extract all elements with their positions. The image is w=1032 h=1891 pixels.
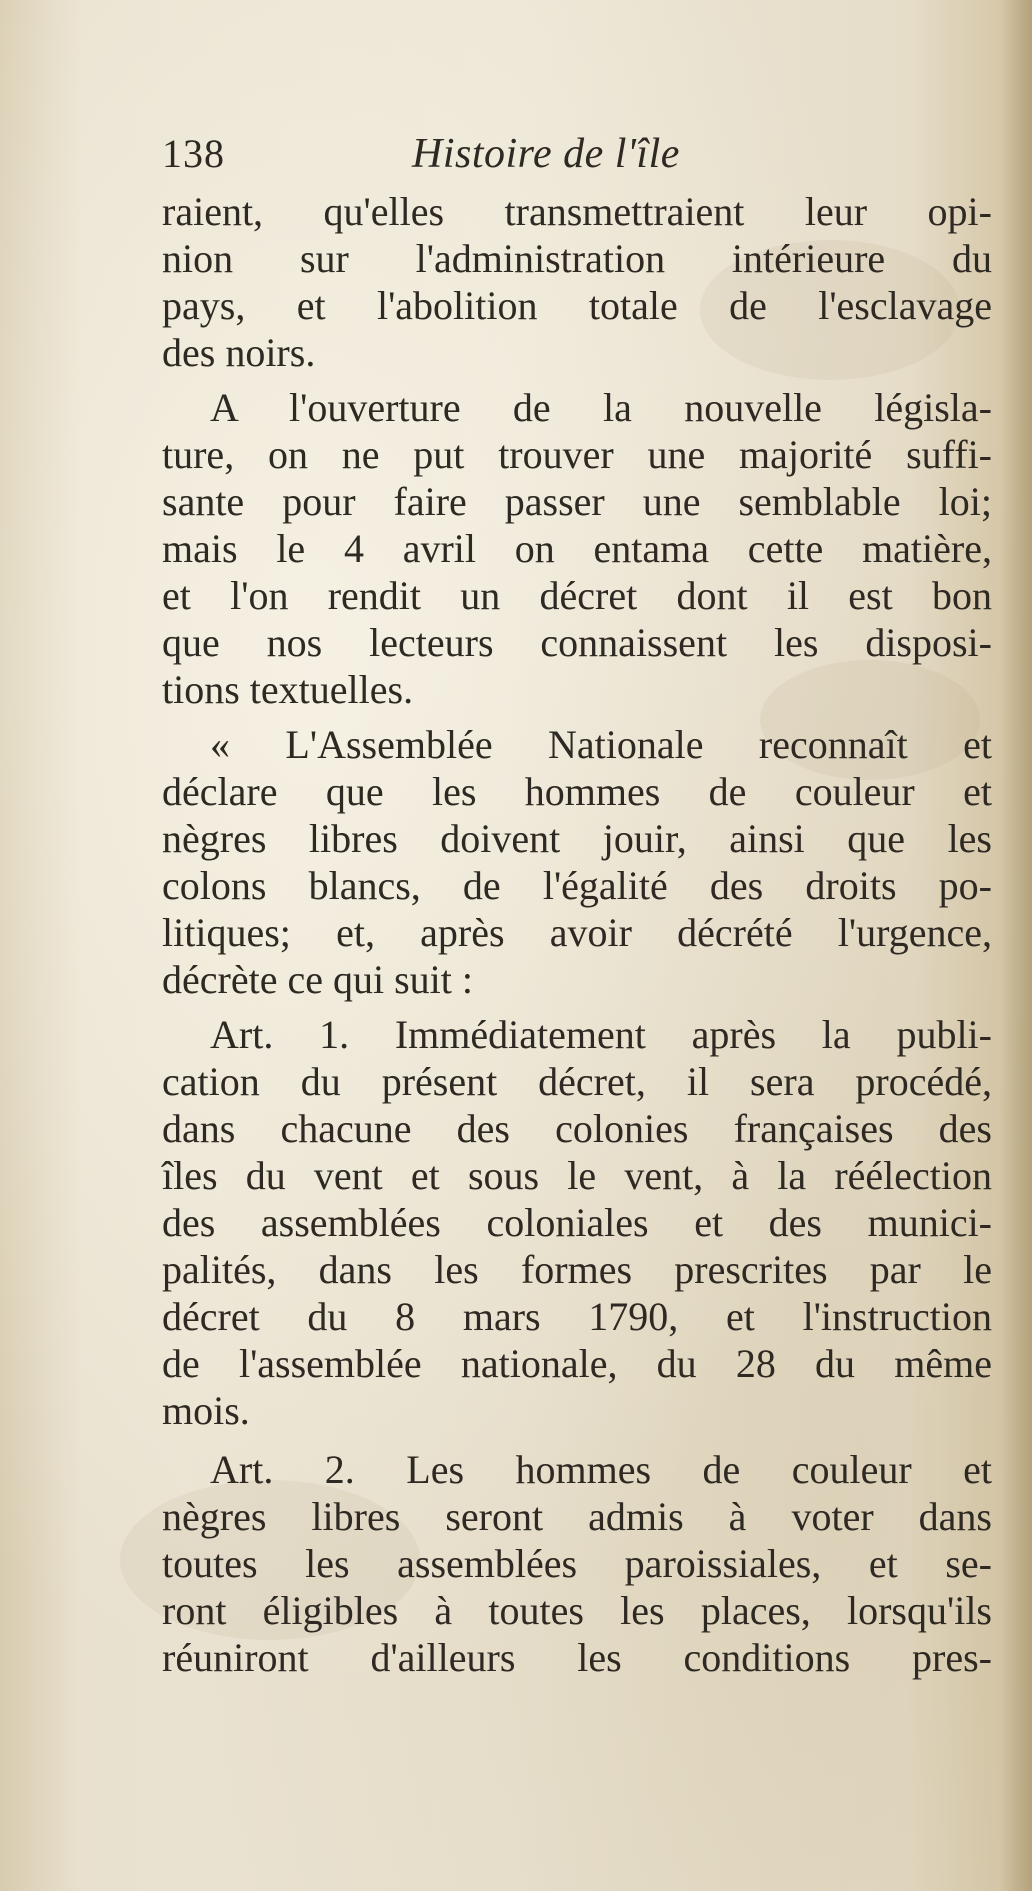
text-line: cation du présent décret, il sera procédé, — [162, 1059, 992, 1104]
paragraph — [162, 721, 992, 1003]
page-edge-shadow — [1000, 0, 1032, 1891]
text-line: Art. 2. Les hommes de couleur et — [210, 1447, 992, 1492]
text-line: des assemblées coloniales et des munici- — [162, 1200, 992, 1245]
text-line: îles du vent et sous le vent, à la réélection — [162, 1153, 992, 1198]
text-line: dans chacune des colonies françaises des — [162, 1106, 992, 1151]
text-line: pays, et l'abolition totale de l'esclavage — [162, 283, 992, 328]
body-text — [162, 188, 992, 1681]
text-line: que nos lecteurs connaissent les disposi- — [162, 620, 992, 665]
text-line: nègres libres seront admis à voter dans — [162, 1494, 992, 1539]
text-line: mois. — [162, 1388, 250, 1433]
text-line: « L'Assemblée Nationale reconnaît et — [210, 722, 992, 767]
paragraph — [162, 384, 992, 713]
text-line: déclare que les hommes de couleur et — [162, 769, 992, 814]
page-number: 138 — [162, 131, 225, 176]
text-line: nègres libres doivent jouir, ainsi que les — [162, 816, 992, 861]
paragraph — [162, 188, 992, 376]
text-line: ront éligibles à toutes les places, lorsqu'ils — [162, 1588, 992, 1633]
text-line: et l'on rendit un décret dont il est bon — [162, 573, 992, 618]
text-line: palités, dans les formes prescrites par le — [162, 1247, 992, 1292]
text-line: tions textuelles. — [162, 667, 414, 712]
text-line: nion sur l'administration intérieure du — [162, 236, 992, 281]
text-line: ture, on ne put trouver une majorité suffi- — [162, 432, 992, 477]
text-line: réuniront d'ailleurs les conditions pres- — [162, 1635, 992, 1680]
article-paragraph — [162, 1011, 992, 1434]
running-head: Histoire de l'île — [412, 131, 680, 177]
article-paragraph — [162, 1446, 992, 1681]
text-line: A l'ouverture de la nouvelle législa- — [210, 385, 992, 430]
text-line: mais le 4 avril on entama cette matière, — [162, 526, 992, 571]
text-line: raient, qu'elles transmettraient leur opi- — [162, 189, 992, 234]
text-line: de l'assemblée nationale, du 28 du même — [162, 1341, 992, 1386]
text-line: décret du 8 mars 1790, et l'instruction — [162, 1294, 992, 1339]
text-line: litiques; et, après avoir décrété l'urgence, — [162, 910, 992, 955]
text-line: sante pour faire passer une semblable loi; — [162, 479, 992, 524]
text-line: décrète ce qui suit : — [162, 957, 473, 1002]
text-line: des noirs. — [162, 330, 316, 375]
text-line: colons blancs, de l'égalité des droits po- — [162, 863, 992, 908]
text-line: Art. 1. Immédiatement après la publi- — [210, 1012, 992, 1057]
text-line: toutes les assemblées paroissiales, et se- — [162, 1541, 992, 1586]
